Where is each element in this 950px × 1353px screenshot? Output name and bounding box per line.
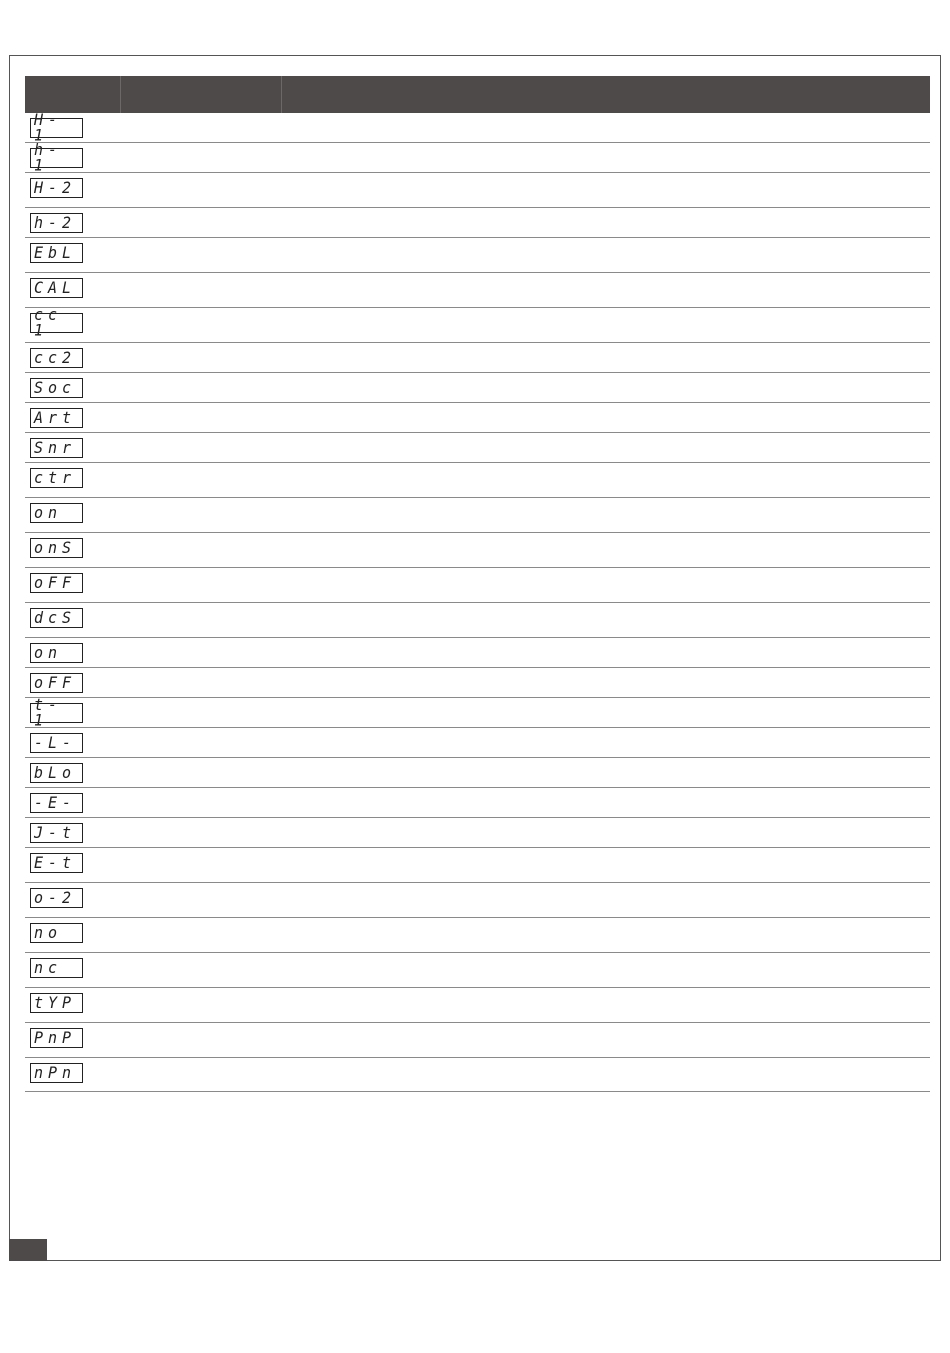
table-row — [25, 568, 930, 603]
lcd-code-text: h- 1 — [34, 140, 63, 175]
table-row — [25, 533, 930, 568]
lcd-code-text: o-2 — [34, 888, 77, 907]
lcd-display-code — [30, 695, 83, 730]
table-row — [25, 343, 930, 373]
lcd-display-code — [30, 888, 83, 908]
lcd-display-code — [30, 140, 83, 175]
lcd-code-text: oFF — [34, 673, 77, 692]
table-row — [25, 403, 930, 433]
table-row — [25, 603, 930, 638]
header-cell-parameter — [121, 76, 282, 113]
lcd-display-code — [30, 278, 83, 298]
lcd-display-code — [30, 1028, 83, 1048]
table-row — [25, 305, 930, 343]
lcd-code-text: bLo — [34, 763, 77, 782]
table-row — [25, 638, 930, 668]
lcd-display-code — [30, 468, 83, 488]
lcd-display-code — [30, 823, 83, 843]
lcd-code-text: H- 1 — [34, 110, 63, 145]
lcd-code-text: -L- — [34, 733, 77, 752]
table-row — [25, 818, 930, 848]
table-row — [25, 173, 930, 208]
lcd-display-code — [30, 538, 83, 558]
table-row — [25, 273, 930, 308]
table-header — [25, 76, 930, 113]
lcd-code-text: tYP — [34, 993, 77, 1012]
table-row — [25, 848, 930, 883]
lcd-code-text: Soc — [34, 378, 77, 397]
lcd-display-code — [30, 1063, 83, 1083]
table-row — [25, 953, 930, 988]
lcd-display-code — [30, 408, 83, 428]
lcd-code-text: cc2 — [34, 348, 77, 367]
lcd-display-code — [30, 793, 83, 813]
lcd-display-code — [30, 958, 83, 978]
table-row — [25, 433, 930, 463]
table-row — [25, 758, 930, 788]
table-row — [25, 1023, 930, 1058]
lcd-display-code — [30, 673, 83, 693]
lcd-display-code — [30, 763, 83, 783]
lcd-code-text: onS — [34, 538, 77, 557]
lcd-code-text: J-t — [34, 823, 77, 842]
lcd-code-text: nc — [34, 958, 63, 977]
lcd-code-text: oFF — [34, 573, 77, 592]
lcd-display-code — [30, 503, 83, 523]
lcd-display-code — [30, 923, 83, 943]
lcd-display-code — [30, 213, 83, 233]
lcd-code-text: -E- — [34, 793, 77, 812]
header-cell-code — [25, 76, 121, 113]
table-row — [25, 728, 930, 758]
table-row — [25, 1058, 930, 1092]
lcd-code-text: H-2 — [34, 178, 77, 197]
lcd-code-text: PnP — [34, 1028, 77, 1047]
lcd-display-code — [30, 348, 83, 368]
lcd-display-code — [30, 243, 83, 263]
lcd-display-code — [30, 993, 83, 1013]
lcd-display-code — [30, 853, 83, 873]
table-row — [25, 788, 930, 818]
lcd-code-text: on — [34, 503, 63, 522]
lcd-display-code — [30, 438, 83, 458]
table-row — [25, 883, 930, 918]
page-number-tab — [9, 1239, 47, 1261]
lcd-code-text: ctr — [34, 468, 77, 487]
lcd-code-text: on — [34, 643, 63, 662]
table-row — [25, 988, 930, 1023]
lcd-code-text: cc 1 — [34, 305, 63, 340]
header-cell-description — [282, 76, 930, 113]
lcd-display-code — [30, 305, 83, 340]
parameter-table — [25, 110, 930, 1092]
lcd-display-code — [30, 643, 83, 663]
table-row — [25, 238, 930, 273]
lcd-code-text: E-t — [34, 853, 77, 872]
lcd-code-text: EbL — [34, 243, 77, 262]
lcd-code-text: h-2 — [34, 213, 77, 232]
table-row — [25, 498, 930, 533]
table-row — [25, 373, 930, 403]
table-row — [25, 208, 930, 238]
table-row — [25, 668, 930, 698]
table-row — [25, 140, 930, 175]
lcd-code-text: t- 1 — [34, 695, 63, 730]
table-row — [25, 918, 930, 953]
lcd-display-code — [30, 178, 83, 198]
lcd-display-code — [30, 733, 83, 753]
lcd-code-text: Snr — [34, 438, 77, 457]
lcd-display-code — [30, 378, 83, 398]
lcd-display-code — [30, 573, 83, 593]
lcd-code-text: nPn — [34, 1063, 77, 1082]
lcd-code-text: dcS — [34, 608, 77, 627]
lcd-display-code — [30, 110, 83, 145]
lcd-display-code — [30, 608, 83, 628]
lcd-code-text: CAL — [34, 278, 77, 297]
lcd-code-text: Art — [34, 408, 77, 427]
table-row — [25, 463, 930, 498]
lcd-code-text: no — [34, 923, 63, 942]
table-row — [25, 695, 930, 730]
table-row — [25, 110, 930, 145]
